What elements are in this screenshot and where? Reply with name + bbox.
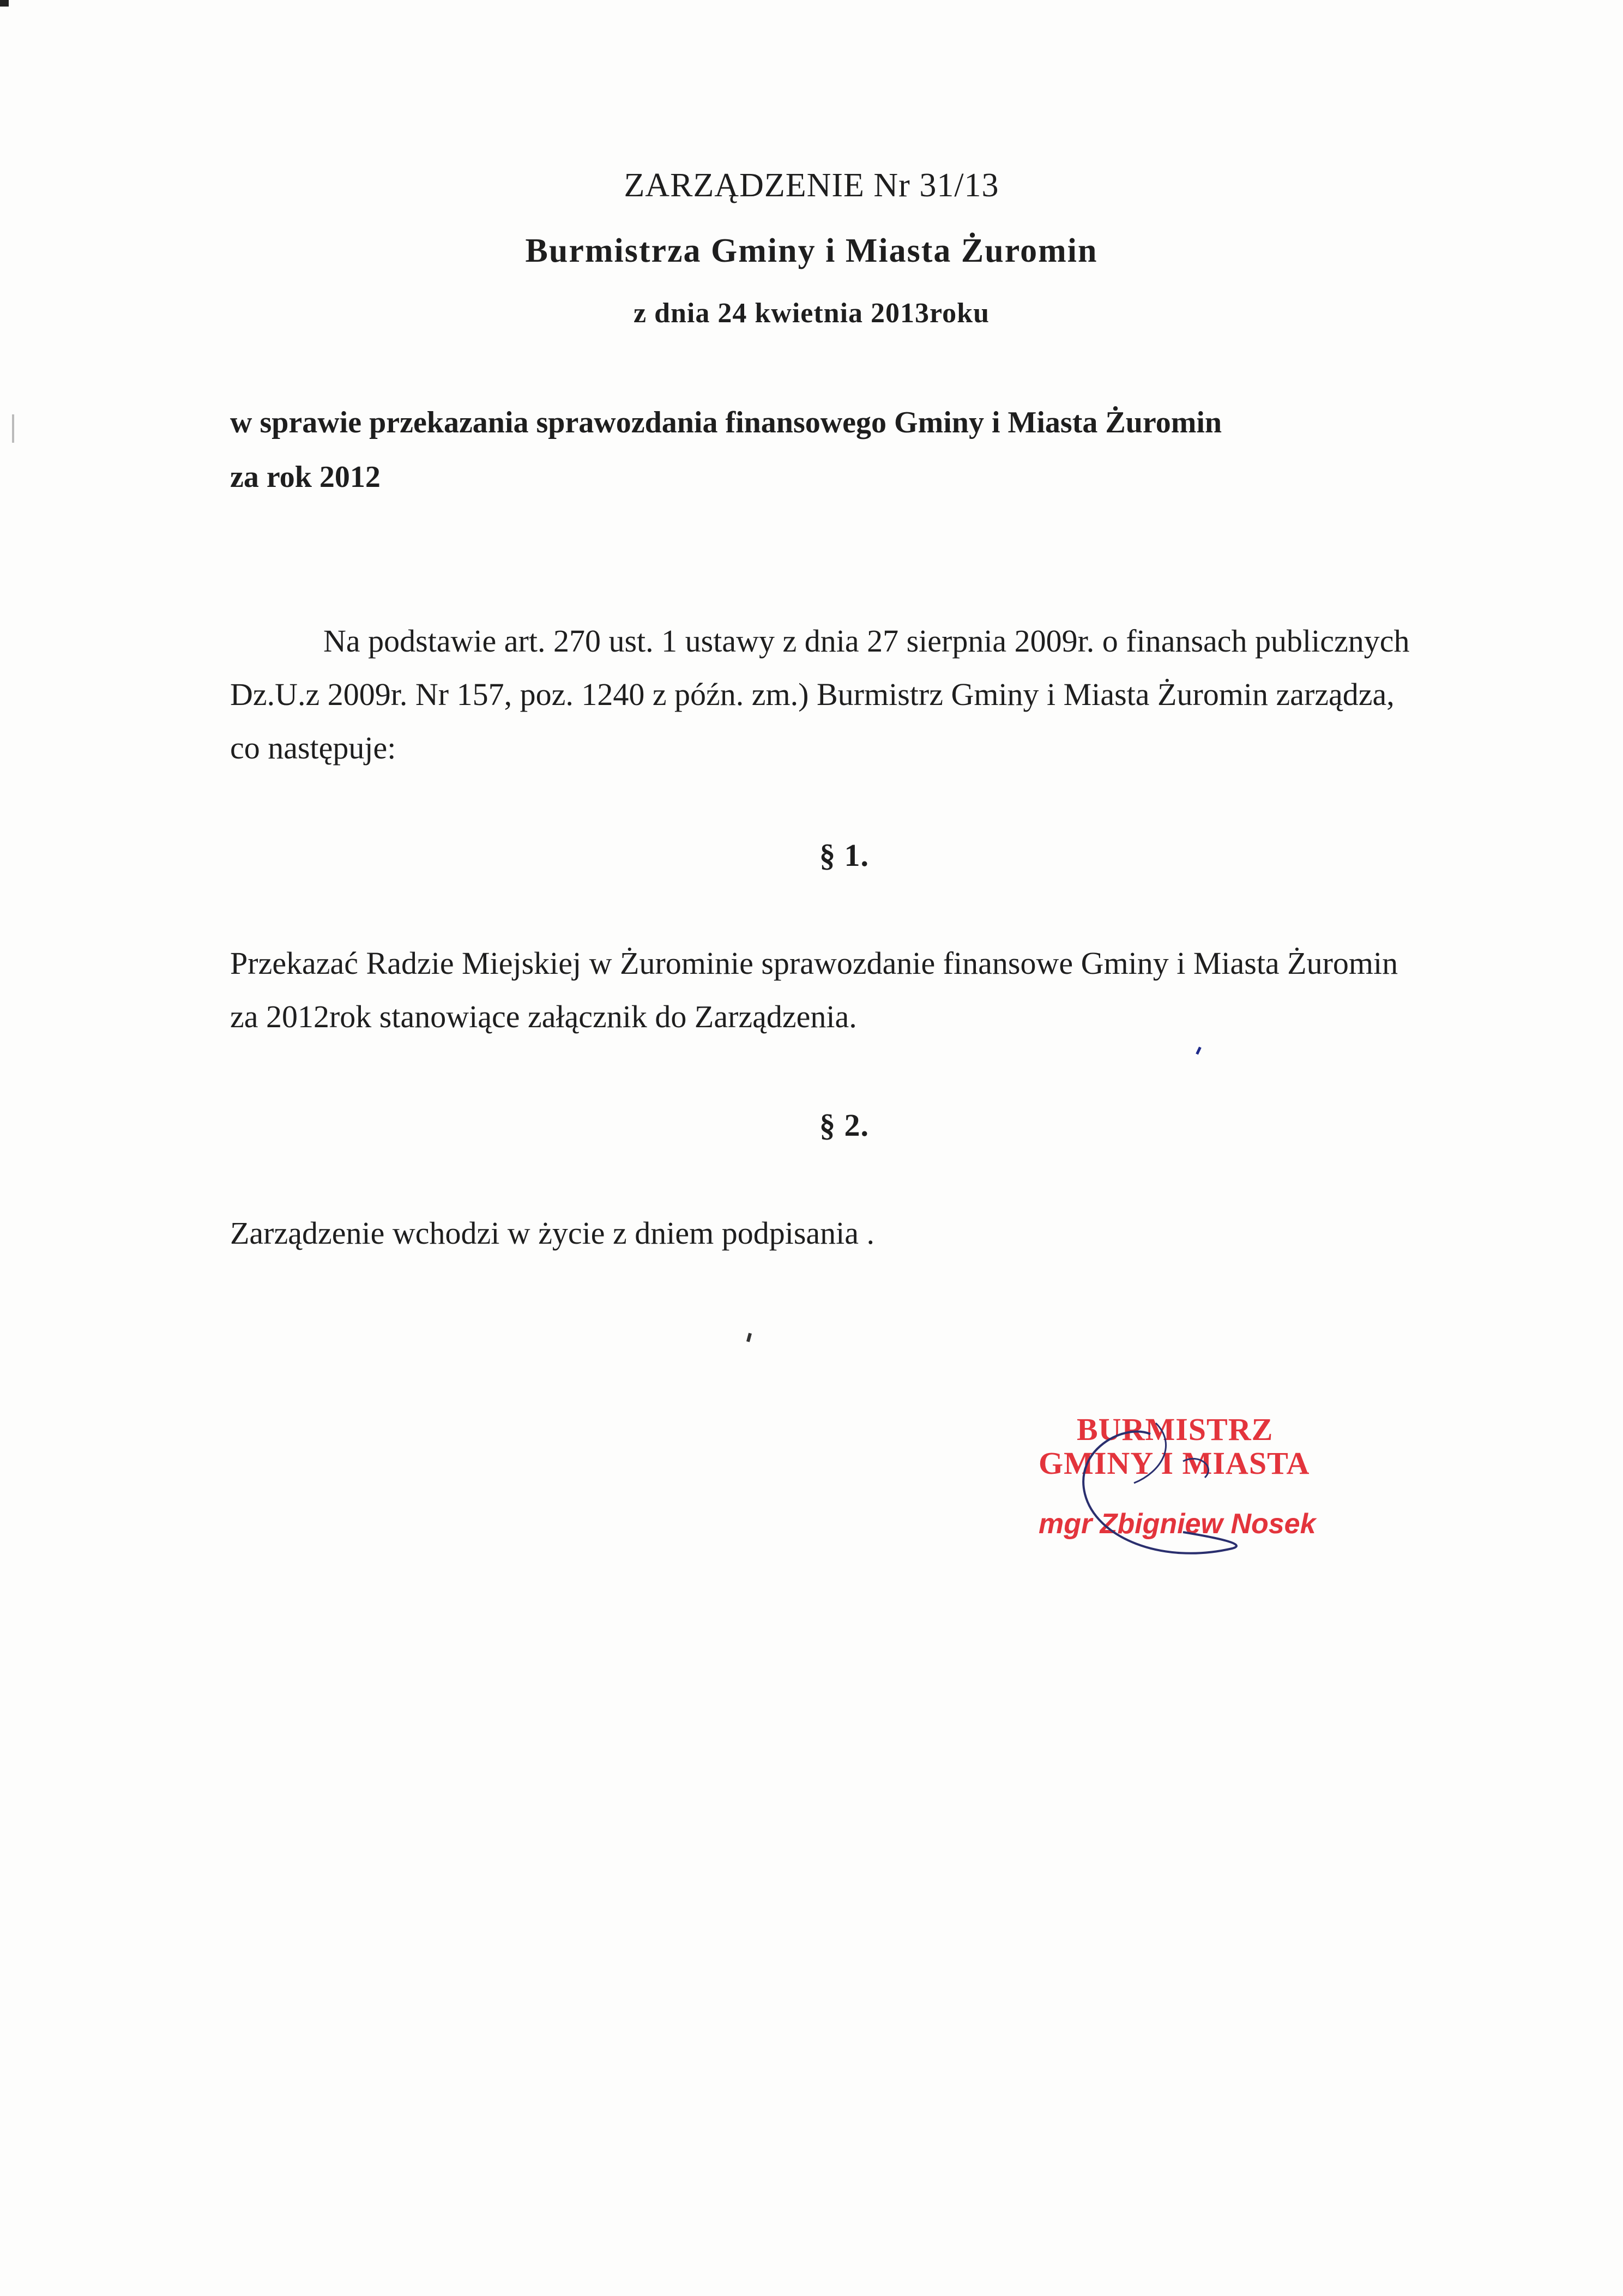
- issuer-text: Burmistrza Gminy i Miasta Żuromin: [525, 232, 1098, 269]
- section-2-text: Zarządzenie wchodzi w życie z dniem podpisania .: [230, 1215, 875, 1251]
- scan-mark-corner: [0, 0, 9, 7]
- section-1-heading-text: § 1.: [819, 837, 869, 873]
- document-title-text: ZARZĄDZENIE Nr 31/13: [624, 167, 999, 204]
- subject-line-1: w sprawie przekazania sprawozdania finansowego Gminy i Miasta Żuromin: [230, 406, 1222, 439]
- ink-dot: [746, 1333, 752, 1342]
- issuer-heading: [0, 232, 1623, 270]
- signature-stroke: [1183, 1459, 1208, 1478]
- scan-mark-left-edge: [12, 414, 14, 443]
- preamble-line-1: Na podstawie art. 270 ust. 1 ustawy z dnia 27 sierpnia 2009r. o finansach publicznych: [323, 623, 1410, 659]
- signature-scribble: [1052, 1401, 1281, 1581]
- section-2-heading-text: § 2.: [819, 1107, 869, 1143]
- section-1-heading: [33, 837, 1623, 873]
- stamp-name: mgr Zbigniew Nosek: [1039, 1508, 1316, 1540]
- ink-dot: [1196, 1047, 1201, 1055]
- signature-stroke: [1083, 1432, 1236, 1553]
- document-title: [0, 166, 1623, 205]
- document-date-text: z dnia 24 kwietnia 2013roku: [633, 298, 990, 329]
- preamble-line-3: co następuje:: [230, 730, 396, 766]
- section-1-line-2: za 2012rok stanowiące załącznik do Zarządzenia.: [230, 999, 857, 1034]
- subject-line-2: za rok 2012: [230, 460, 381, 494]
- section-2-heading: [33, 1107, 1623, 1143]
- stamp-line-1: BURMISTRZ: [1077, 1412, 1274, 1447]
- document-date: [0, 297, 1623, 329]
- section-1-line-1: Przekazać Radzie Miejskiej w Żurominie sprawozdanie finansowe Gminy i Miasta Żuromin: [230, 945, 1398, 981]
- stamp-line-2: GMINY I MIASTA: [1039, 1445, 1310, 1481]
- preamble-line-2: Dz.U.z 2009r. Nr 157, poz. 1240 z późn. zm.) Burmistrz Gminy i Miasta Żuromin zarządza,: [230, 677, 1395, 712]
